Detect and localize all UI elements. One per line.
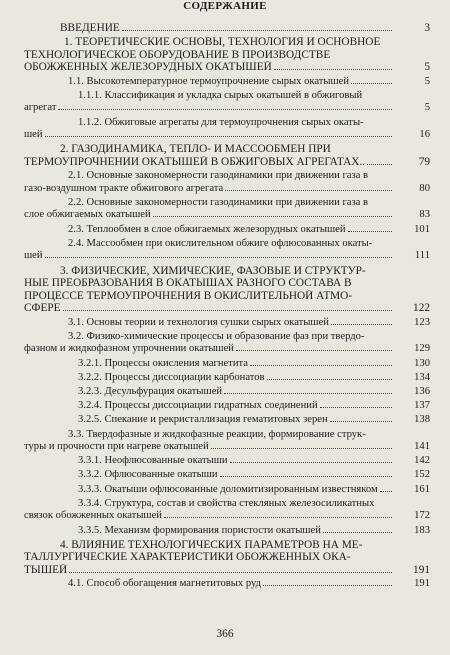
toc-entry-text: ОБОЖЖЕННЫХ ЖЕЛЕЗОРУДНЫХ ОКАТЫШЕЙ [24,61,272,74]
toc-page-number: 123 [414,316,430,328]
dot-leader [267,379,392,380]
toc-entry-line [0,143,450,156]
toc-entry-text: 1. ТЕОРЕТИЧЕСКИЕ ОСНОВЫ, ТЕХНОЛОГИЯ И ОСНОВНОЕ [64,36,381,49]
toc-entry-text: 3.2.2. Процессы диссоциации карбонатов [78,371,265,383]
toc-entry [0,170,450,195]
toc-entry [0,372,450,385]
toc-entry-text: 2. ГАЗОДИНАМИКА, ТЕПЛО- И МАССООБМЕН ПРИ [60,143,331,156]
toc-page-number: 5 [424,102,430,114]
dot-leader [250,365,392,366]
dot-leader [380,491,392,492]
toc-page-number: 191 [414,578,430,590]
toc-page-number: 122 [413,302,430,315]
toc-entry-text: 2.3. Теплообмен в слое обжигаемых железорудных окатышей [68,223,346,235]
dot-leader [230,462,392,463]
toc-entry-text: 3.3. Твердофазные и жидкофазные реакции, формирование струк- [68,428,366,440]
toc-entry [0,400,450,413]
toc-entry-line [0,469,450,482]
toc-entry-text: 2.4. Массообмен при окислительном обжиге офлюсованных окаты- [68,237,373,249]
toc-entry-line [0,290,450,303]
toc-page-number: 172 [414,510,430,522]
toc-entry [0,386,450,399]
toc-page-number: 142 [414,455,430,467]
toc-entry-text: ТЕХНОЛОГИЧЕСКОЕ ОБОРУДОВАНИЕ В ПРОИЗВОДСТВЕ [24,48,331,61]
toc-page-number: 16 [419,129,430,141]
toc-entry-text: ТЫШЕЙ [24,564,68,576]
toc-entry-line [0,400,450,413]
toc-entry-text: 3.3.2. Офлюсованные окатыши [78,469,218,481]
dot-leader [58,109,392,110]
dot-leader [330,421,392,422]
toc-entry-text: 1.1. Высокотемпературное термоупрочнение сырых окатышей [68,75,350,87]
toc-entry-line [0,525,450,538]
dot-leader [348,231,392,232]
toc-entry-line [0,250,450,263]
toc-entry-text: связок обожженных окатышей [24,510,162,522]
toc-entry [0,224,450,237]
toc-page-number: 111 [414,250,430,262]
toc-entry-text: 3.3.1. Неофлюсованные окатыши [78,455,228,467]
toc-entry-text: 3. ФИЗИЧЕСКИЕ, ХИМИЧЕСКИЕ, ФАЗОВЫЕ И СТРУКТУР- [60,264,366,277]
toc-entry-line [0,170,450,183]
toc-page-number: 141 [414,441,430,453]
toc-entry-line [0,90,450,103]
dot-leader [63,310,392,311]
toc-entry-line [0,455,450,468]
toc-entry-line [0,224,450,237]
toc-page-number: 83 [419,209,430,221]
toc-entry-text: 4.1. Способ обогащения магнетитовых руд [68,578,261,590]
dot-leader [351,83,392,84]
toc-entry [0,76,450,89]
toc-entry-text: 3.2.5. Спекание и рекристаллизация гематитовых зерен [78,414,328,426]
toc-page-number: 183 [414,524,430,536]
toc-page-number: 161 [414,483,430,495]
toc-entry [0,36,450,74]
toc-entry-text: 3.3.3. Окатыши офлюсованные доломитизированным известняком [78,483,378,495]
toc-entry-line [0,49,450,62]
dot-leader [367,164,392,165]
toc-entry [0,484,450,497]
toc-entry [0,238,450,263]
toc-entry-text: 3.1. Основы теории и технология сушки сырых окатышей [68,316,329,328]
toc-page-number: 137 [414,400,430,412]
toc-entry-line [0,498,450,511]
toc-entry-line [0,564,450,577]
dot-leader [211,448,392,449]
toc-entry-text: 3.2. Физико-химические процессы и образование фаз при твердо- [68,330,365,342]
dot-leader [236,350,392,351]
toc-entry-line [0,578,450,591]
toc-entry-line [0,183,450,196]
toc-entry-line [0,331,450,344]
toc-entry-line [0,129,450,142]
toc-entry-text: шей [24,129,43,141]
toc-entry-line [0,61,450,74]
toc-entry [0,455,450,468]
table-of-contents [0,22,450,592]
toc-entry-text: ВВЕДЕНИЕ [60,22,120,34]
toc-entry [0,539,450,577]
toc-entry [0,469,450,482]
toc-entry-line [0,372,450,385]
toc-page-number: 79 [418,155,430,168]
toc-entry-text: ПРОЦЕССЕ ТЕРМОУПРОЧНЕНИЯ В ОКИСЛИТЕЛЬНОЙ АТМО- [24,289,353,302]
toc-page-number: 152 [414,469,430,481]
toc-entry [0,578,450,591]
toc-entry [0,358,450,371]
toc-entry-text: газо-воздушном тракте обжигового агрегата [24,182,224,194]
toc-entry [0,498,450,523]
toc-entry-line [0,510,450,523]
toc-entry-text: 3.3.5. Механизм формирования пористости окатышей [78,524,321,536]
toc-entry-text: 2.2. Основные закономерности газодинамики при движении газа в [68,196,369,208]
dot-leader [320,407,392,408]
dot-leader [69,572,392,573]
toc-page-number: 136 [414,385,430,397]
toc-entry-line [0,386,450,399]
toc-entry-line [0,197,450,210]
toc-entry-text: слое обжигаемых окатышей [24,209,151,221]
toc-entry-text: 3.2.1. Процессы окисления магнетита [78,357,249,369]
dot-leader [45,136,392,137]
toc-page-number: 134 [414,371,430,383]
toc-entry [0,117,450,142]
toc-entry-text: ТАЛЛУРГИЧЕСКИЕ ХАРАКТЕРИСТИКИ ОБОЖЖЕННЫХ ОКА- [24,551,351,564]
toc-entry [0,90,450,115]
toc-entry-line [0,209,450,222]
toc-entry-line [0,102,450,115]
toc-entry-text: СФЕРЕ [24,302,61,315]
toc-entry-line [0,302,450,315]
toc-entry-text: шей [24,250,43,262]
toc-entry-line [0,343,450,356]
dot-leader [164,517,392,518]
toc-page-number: 5 [424,75,430,87]
toc-entry-text: 2.1. Основные закономерности газодинамики при движении газа в [68,170,369,182]
toc-entry [0,331,450,356]
toc-page-number: 191 [413,564,430,576]
toc-entry-line [0,265,450,278]
toc-entry-line [0,76,450,89]
toc-entry [0,143,450,168]
toc-entry [0,429,450,454]
toc-entry-line [0,484,450,497]
toc-entry [0,265,450,315]
dot-leader [323,532,392,533]
toc-entry-line [0,22,450,35]
toc-entry-text: 3.2.4. Процессы диссоциации гидратных соединений [78,400,318,412]
toc-entry-line [0,551,450,564]
dot-leader [224,393,392,394]
dot-leader [274,69,392,70]
toc-page-number: 138 [414,414,430,426]
toc-page-number: 3 [424,22,430,34]
toc-page-number: 130 [414,357,430,369]
toc-entry-text: 1.1.1. Классификация и укладка сырых окатышей в обжиговый [78,89,363,101]
toc-entry [0,197,450,222]
toc-entry-text: НЫЕ ПРЕОБРАЗОВАНИЯ В ОКАТЫШАХ РАЗНОГО СОСТАВА В [24,277,352,290]
dot-leader [45,257,392,258]
toc-entry-line [0,277,450,290]
toc-entry-line [0,429,450,442]
toc-entry-text: 1.1.2. Обжиговые агрегаты для термоупрочнения сырых окаты- [78,116,364,128]
toc-entry-text: 3.2.3. Десульфурация окатышей [78,385,223,397]
dot-leader [220,476,392,477]
toc-page-number: 101 [414,223,430,235]
toc-entry [0,22,450,35]
page-title: СОДЕРЖАНИЕ [183,0,267,12]
toc-page-number: 129 [414,343,430,355]
toc-page-number: 5 [424,61,430,74]
toc-entry-text: туры и прочности при нагреве окатышей [24,441,209,453]
toc-entry-line [0,156,450,169]
toc-page-number: 80 [419,182,430,194]
toc-entry-text: ТЕРМОУПРОЧНЕНИИ ОКАТЫШЕЙ В ОБЖИГОВЫХ АГРЕГАТАХ.. [24,155,366,168]
toc-entry-line [0,317,450,330]
toc-entry-text: фазном и жидкофазном упрочнении окатышей [24,343,234,355]
toc-entry [0,525,450,538]
dot-leader [331,324,392,325]
toc-entry-text: 4. ВЛИЯНИЕ ТЕХНОЛОГИЧЕСКИХ ПАРАМЕТРОВ НА МЕ- [60,538,363,551]
toc-entry [0,317,450,330]
toc-entry-line [0,117,450,130]
toc-entry-line [0,441,450,454]
dot-leader [225,190,392,191]
dot-leader [122,30,392,31]
toc-entry-text: 3.3.4. Структура, состав и свойства стекляных железосиликатных [78,497,375,509]
toc-entry-text: агрегат [24,102,57,114]
toc-entry-line [0,539,450,552]
toc-entry [0,414,450,427]
toc-entry-line [0,36,450,49]
toc-entry-line [0,358,450,371]
dot-leader [263,585,392,586]
toc-entry-line [0,414,450,427]
page-number: 366 [216,628,234,640]
toc-entry-line [0,238,450,251]
dot-leader [153,216,392,217]
